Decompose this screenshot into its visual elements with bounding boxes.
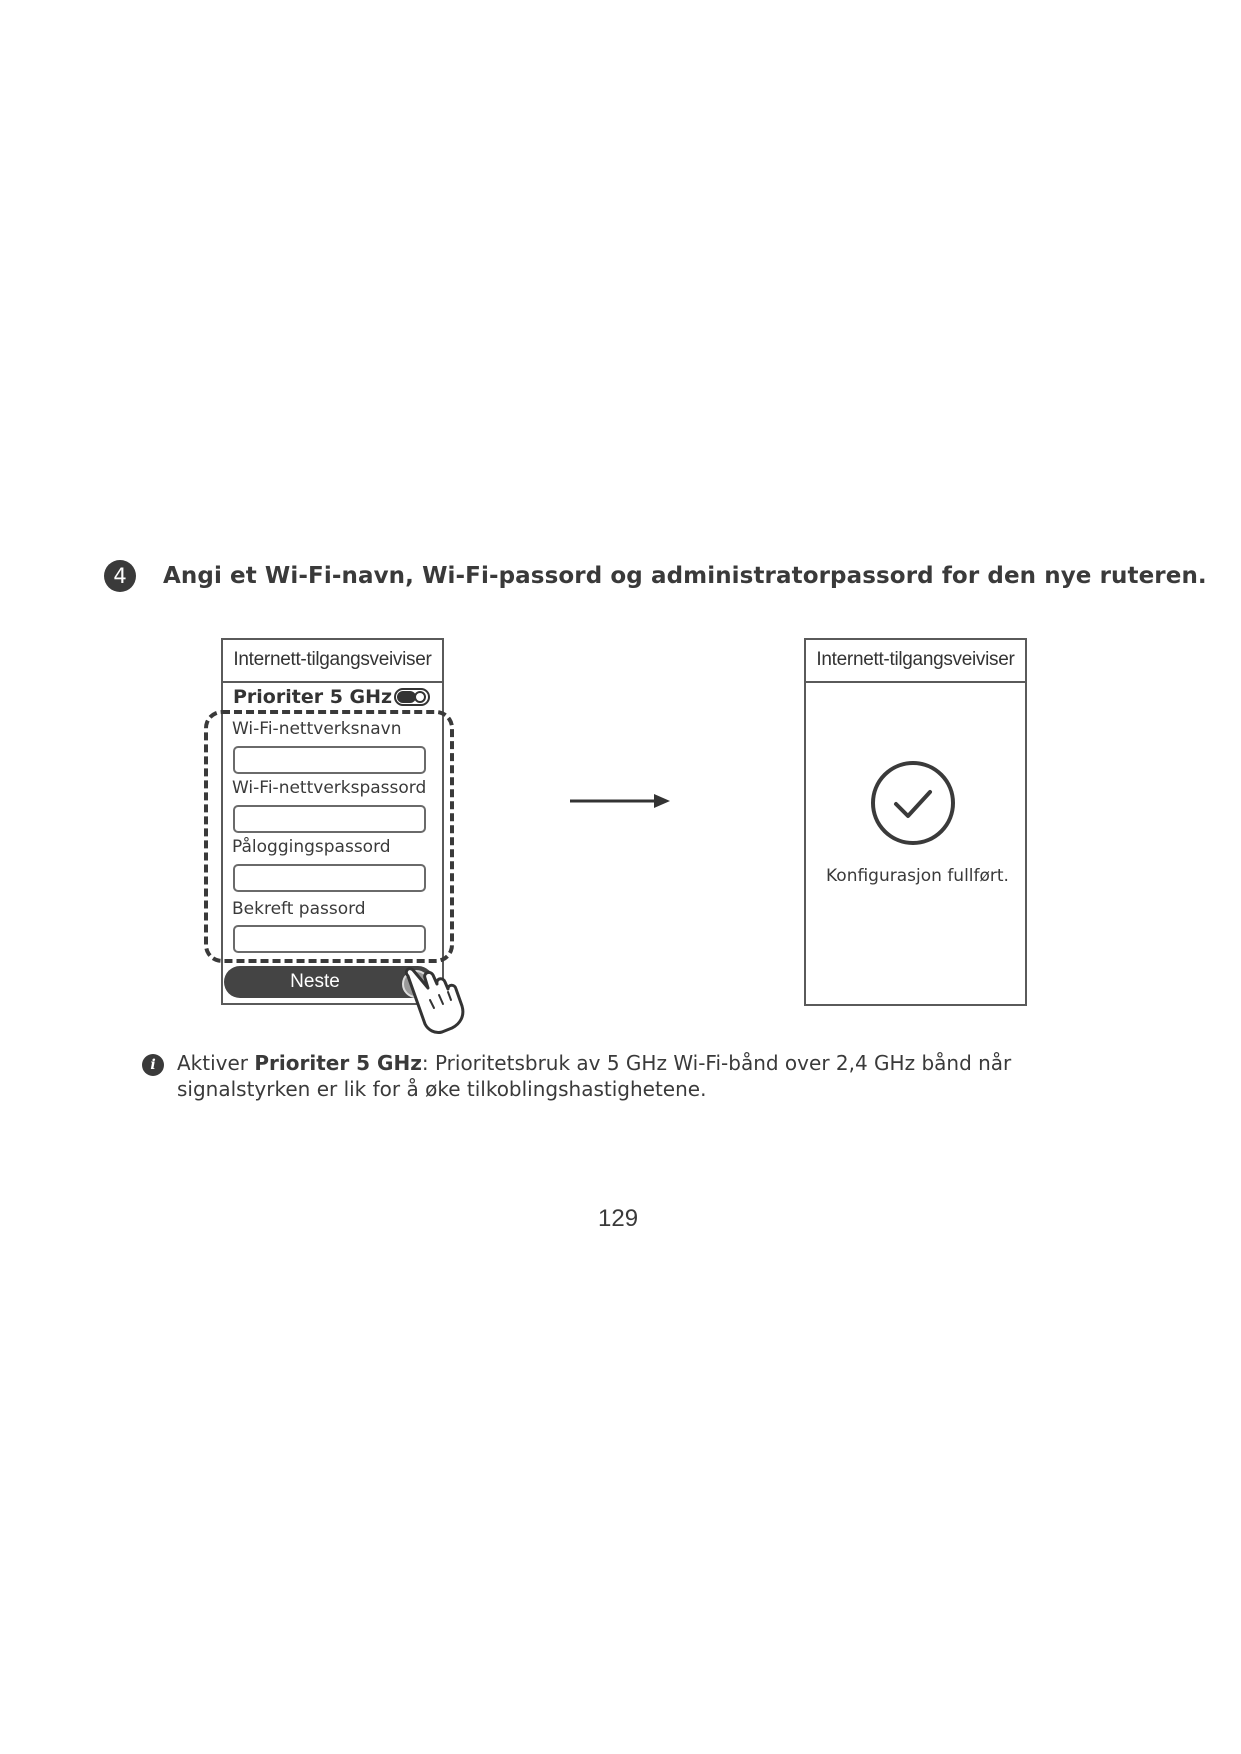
info-note-line-2: signalstyrken er lik for å øke tilkoblingshastighetene.: [177, 1077, 707, 1101]
wifi-name-label: Wi-Fi-nettverksnavn: [232, 719, 402, 739]
info-note-line-1: Aktiver Prioriter 5 GHz: Prioritetsbruk av 5 GHz Wi-Fi-bånd over 2,4 GHz bånd når: [177, 1051, 1012, 1075]
login-password-input[interactable]: [233, 864, 426, 892]
info-note-emphasis: Prioriter 5 GHz: [254, 1051, 422, 1075]
priority-5ghz-label: Prioriter 5 GHz: [233, 686, 393, 708]
confirm-password-input[interactable]: [233, 925, 426, 953]
confirm-password-label: Bekreft passord: [232, 899, 366, 919]
login-password-label: Påloggingspassord: [232, 837, 391, 857]
setup-complete-message: Konfigurasjon fullført.: [826, 866, 1009, 886]
wifi-name-input[interactable]: [233, 746, 426, 774]
priority-5ghz-toggle[interactable]: [394, 688, 430, 706]
wifi-password-label: Wi-Fi-nettverkspassord: [232, 778, 427, 798]
screen-title: Internett-tilgangsveiviser: [806, 640, 1025, 683]
next-button-label: Neste: [290, 971, 340, 992]
info-icon: i: [142, 1054, 164, 1076]
step-instruction: Angi et Wi-Fi-navn, Wi-Fi-passord og administratorpassord for den nye ruteren.: [163, 563, 1207, 589]
page-number: 129: [598, 1205, 639, 1232]
wifi-password-input[interactable]: [233, 805, 426, 833]
tap-hand-icon: [398, 962, 478, 1042]
step-number-badge: 4: [104, 560, 136, 592]
arrow-right-icon: [570, 792, 670, 810]
screen-title: Internett-tilgangsveiviser: [223, 640, 442, 683]
checkmark-circle-icon: [868, 758, 958, 848]
